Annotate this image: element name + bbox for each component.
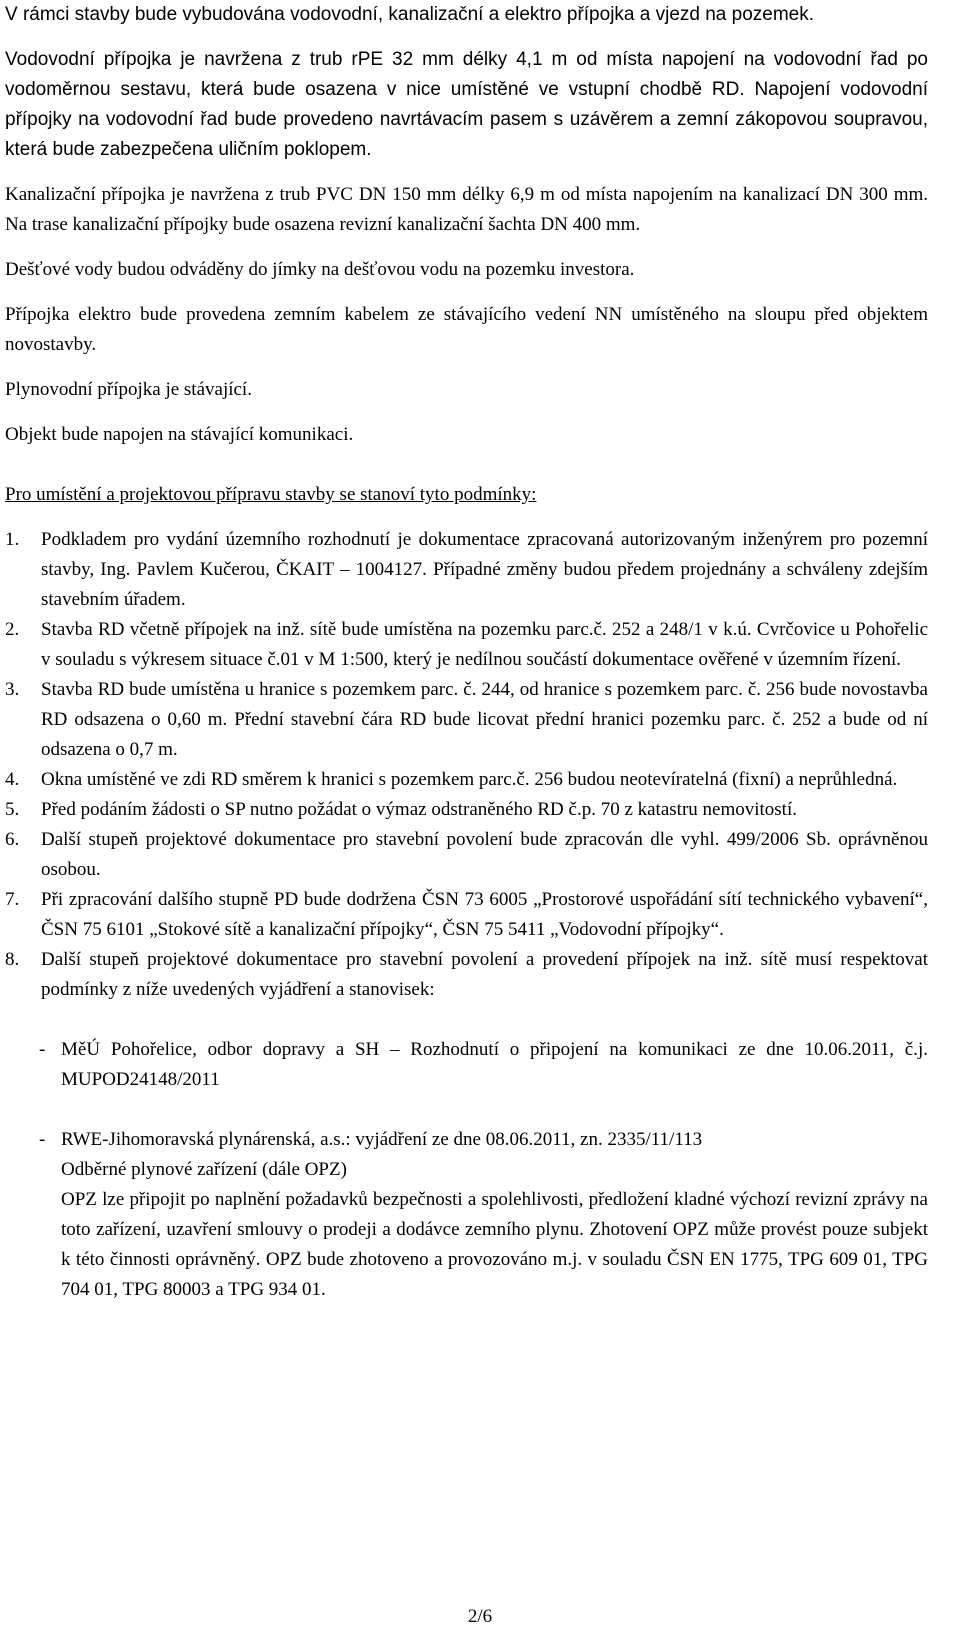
condition-item bbox=[5, 615, 928, 675]
condition-text: Podkladem pro vydání územního rozhodnutí je dokumentace zpracovaná autorizovaným inženýrem pro pozemní stavby, Ing. Pavlem Kučerou, ČKAIT – 1004127. Případné změny budou předem projednány a schváleny zdejším stavebním úřadem. bbox=[41, 529, 928, 610]
condition-item bbox=[5, 675, 928, 765]
conditions-list bbox=[5, 525, 928, 1005]
condition-text: Před podáním žádosti o SP nutno požádat o výmaz odstraněného RD č.p. 70 z katastru nemovitostí. bbox=[41, 799, 797, 820]
statements-list bbox=[5, 1035, 928, 1095]
statement-line: RWE-Jihomoravská plynárenská, a.s.: vyjádření ze dne 08.06.2011, zn. 2335/11/113 bbox=[61, 1129, 703, 1150]
condition-number: 7. bbox=[5, 889, 20, 910]
road-paragraph: Objekt bude napojen na stávající komunikaci. bbox=[5, 424, 354, 445]
statement-item bbox=[5, 1035, 928, 1095]
condition-number: 5. bbox=[5, 799, 20, 820]
rainwater-paragraph: Dešťové vody budou odváděny do jímky na dešťovou vodu na pozemku investora. bbox=[5, 259, 635, 280]
conditions-heading: Pro umístění a projektovou přípravu stavby se stanoví tyto podmínky: bbox=[5, 484, 537, 505]
condition-text: Při zpracování dalšího stupně PD bude dodržena ČSN 73 6005 „Prostorové uspořádání sítí technického vybavení“, ČSN 75 6101 „Stokové sítě a kanalizační přípojky“, ČSN 75 5411 „Vodovodní přípojky“. bbox=[41, 889, 928, 940]
condition-number: 4. bbox=[5, 769, 20, 790]
dash-bullet: - bbox=[39, 1039, 46, 1060]
water-connection-text: Vodovodní přípojka je navržena z trub rPE 32 mm délky 4,1 m od místa napojení na vodovodní řad po vodoměrnou sestavu, která bude osazena v nice umístěné ve vstupní chodbě RD. bbox=[5, 49, 928, 100]
statement-line: Odběrné plynové zařízení (dále OPZ) bbox=[61, 1159, 347, 1180]
condition-item bbox=[5, 795, 928, 825]
condition-text: Stavba RD včetně přípojek na inž. sítě bude umístěna na pozemku parc.č. 252 a 248/1 v k.ú. Cvrčovice u Pohořelic v souladu s výkresem situace č.01 v M 1:500, který je nedílnou součástí dokumentace ověřené v územním řízení. bbox=[41, 619, 928, 670]
sewer-paragraph: Kanalizační přípojka je navržena z trub PVC DN 150 mm délky 6,9 m od místa napojením na kanalizací DN 300 mm. Na trase kanalizační přípojky bude osazena revizní kanalizační šachta DN 400 mm. bbox=[5, 184, 928, 235]
condition-item bbox=[5, 765, 928, 795]
condition-number: 6. bbox=[5, 829, 20, 850]
condition-item bbox=[5, 525, 928, 615]
dash-bullet: - bbox=[39, 1129, 46, 1150]
condition-text: Stavba RD bude umístěna u hranice s pozemkem parc. č. 244, od hranice s pozemkem parc. č. 256 bude novostavba RD odsazena o 0,60 m. Přední stavební čára RD bude licovat přední hranici pozemku parc. č. 252 a bude od ní odsazena o 0,7 m. bbox=[41, 679, 928, 760]
page-number: 2/6 bbox=[467, 1606, 493, 1627]
document-page bbox=[5, 0, 928, 1305]
intro-paragraph-1: V rámci stavby bude vybudována vodovodní, kanalizační a elektro přípojka a vjezd na pozemek. bbox=[5, 4, 815, 25]
condition-item bbox=[5, 825, 928, 885]
water-connection-detail-text: Napojení vodovodní přípojky na vodovodní řad bude provedeno navrtávacím pasem s uzávěrem a zemní zákopovou soupravou, která bude zabezpečena uličním poklopem. bbox=[5, 79, 929, 160]
condition-number: 3. bbox=[5, 679, 20, 700]
condition-text: Okna umístěné ve zdi RD směrem k hranici s pozemkem parc.č. 256 budou neotevíratelná (fixní) a neprůhledná. bbox=[41, 769, 898, 790]
condition-item bbox=[5, 885, 928, 945]
statement-item bbox=[5, 1125, 928, 1305]
statement-line: OPZ lze připojit po naplnění požadavků bezpečnosti a spolehlivosti, předložení kladné výchozí revizní zprávy na toto zařízení, uzavření smlouvy o prodeji a dodávce zemního plynu. Zhotovení OPZ může provést pouze subjekt k této činnosti oprávněný. OPZ bude zhotoveno a provozováno m.j. v souladu ČSN EN 1775, TPG 609 01, TPG 704 01, TPG 80003 a TPG 934 01. bbox=[61, 1189, 928, 1300]
condition-number: 1. bbox=[5, 529, 20, 550]
statements-list bbox=[5, 1125, 928, 1305]
intro-paragraph-2 bbox=[5, 45, 928, 165]
condition-item bbox=[5, 945, 928, 1005]
condition-number: 2. bbox=[5, 619, 20, 640]
condition-text: Další stupeň projektové dokumentace pro stavební povolení bude zpracován dle vyhl. 499/2006 Sb. oprávněnou osobou. bbox=[41, 829, 928, 880]
condition-number: 8. bbox=[5, 949, 20, 970]
statement-text: MěÚ Pohořelice, odbor dopravy a SH – Rozhodnutí o připojení na komunikaci ze dne 10.06.2011, č.j. MUPOD24148/2011 bbox=[61, 1039, 928, 1090]
gas-paragraph: Plynovodní přípojka je stávající. bbox=[5, 379, 252, 400]
electricity-paragraph: Přípojka elektro bude provedena zemním kabelem ze stávajícího vedení NN umístěného na sloupu před objektem novostavby. bbox=[5, 304, 928, 355]
condition-text: Další stupeň projektové dokumentace pro stavební povolení a provedení přípojek na inž. sítě musí respektovat podmínky z níže uvedených vyjádření a stanovisek: bbox=[41, 949, 928, 1000]
